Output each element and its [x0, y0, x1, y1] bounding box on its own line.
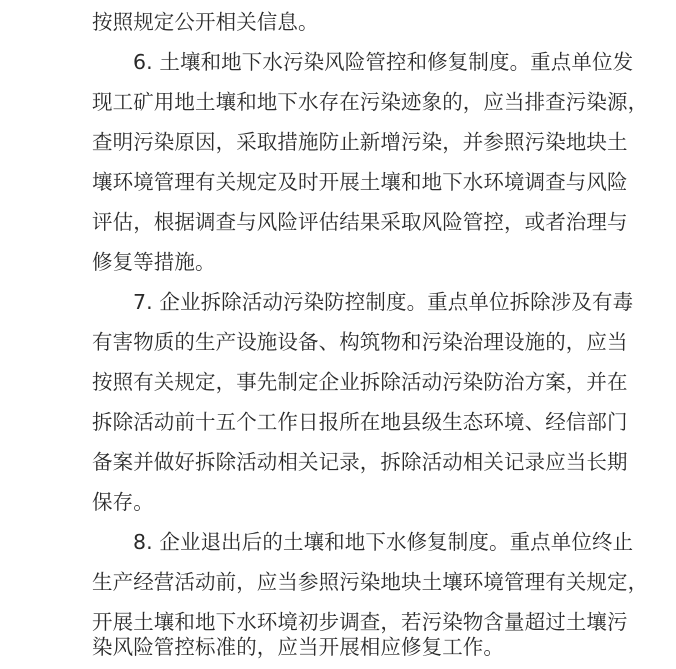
- text-line: 修复等措施。: [92, 250, 216, 274]
- text-line: 有害物质的生产设施设备、构筑物和污染治理设施的，应当: [92, 330, 628, 354]
- text-line: 查明污染原因，采取措施防止新增污染，并参照污染地块土: [92, 130, 628, 154]
- text-line: 备案并做好拆除活动相关记录，拆除活动相关记录应当长期: [92, 450, 628, 474]
- section-7-heading-line: 7. 企业拆除活动污染防控制度。重点单位拆除涉及有毒: [133, 290, 634, 314]
- text-line: 保存。: [92, 490, 154, 514]
- text-line: 按照有关规定，事先制定企业拆除活动污染防治方案，并在: [92, 370, 628, 394]
- text-line: 按照规定公开相关信息。: [92, 10, 319, 34]
- text-line: 现工矿用地土壤和地下水存在污染迹象的，应当排查污染源，: [92, 90, 649, 114]
- section-8-heading-line: 8. 企业退出后的土壤和地下水修复制度。重点单位终止: [133, 530, 634, 554]
- text-line: 开展土壤和地下水环境初步调查，若污染物含量超过土壤污: [92, 610, 628, 634]
- text-line: 拆除活动前十五个工作日报所在地县级生态环境、经信部门: [92, 410, 628, 434]
- text-line: 评估，根据调查与风险评估结果采取风险管控，或者治理与: [92, 210, 628, 234]
- text-line: 生产经营活动前，应当参照污染地块土壤环境管理有关规定，: [92, 570, 649, 594]
- text-line: 染风险管控标准的，应当开展相应修复工作。: [92, 635, 504, 659]
- text-line: 壤环境管理有关规定及时开展土壤和地下水环境调查与风险: [92, 170, 628, 194]
- section-6-heading-line: 6. 土壤和地下水污染风险管控和修复制度。重点单位发: [133, 50, 634, 74]
